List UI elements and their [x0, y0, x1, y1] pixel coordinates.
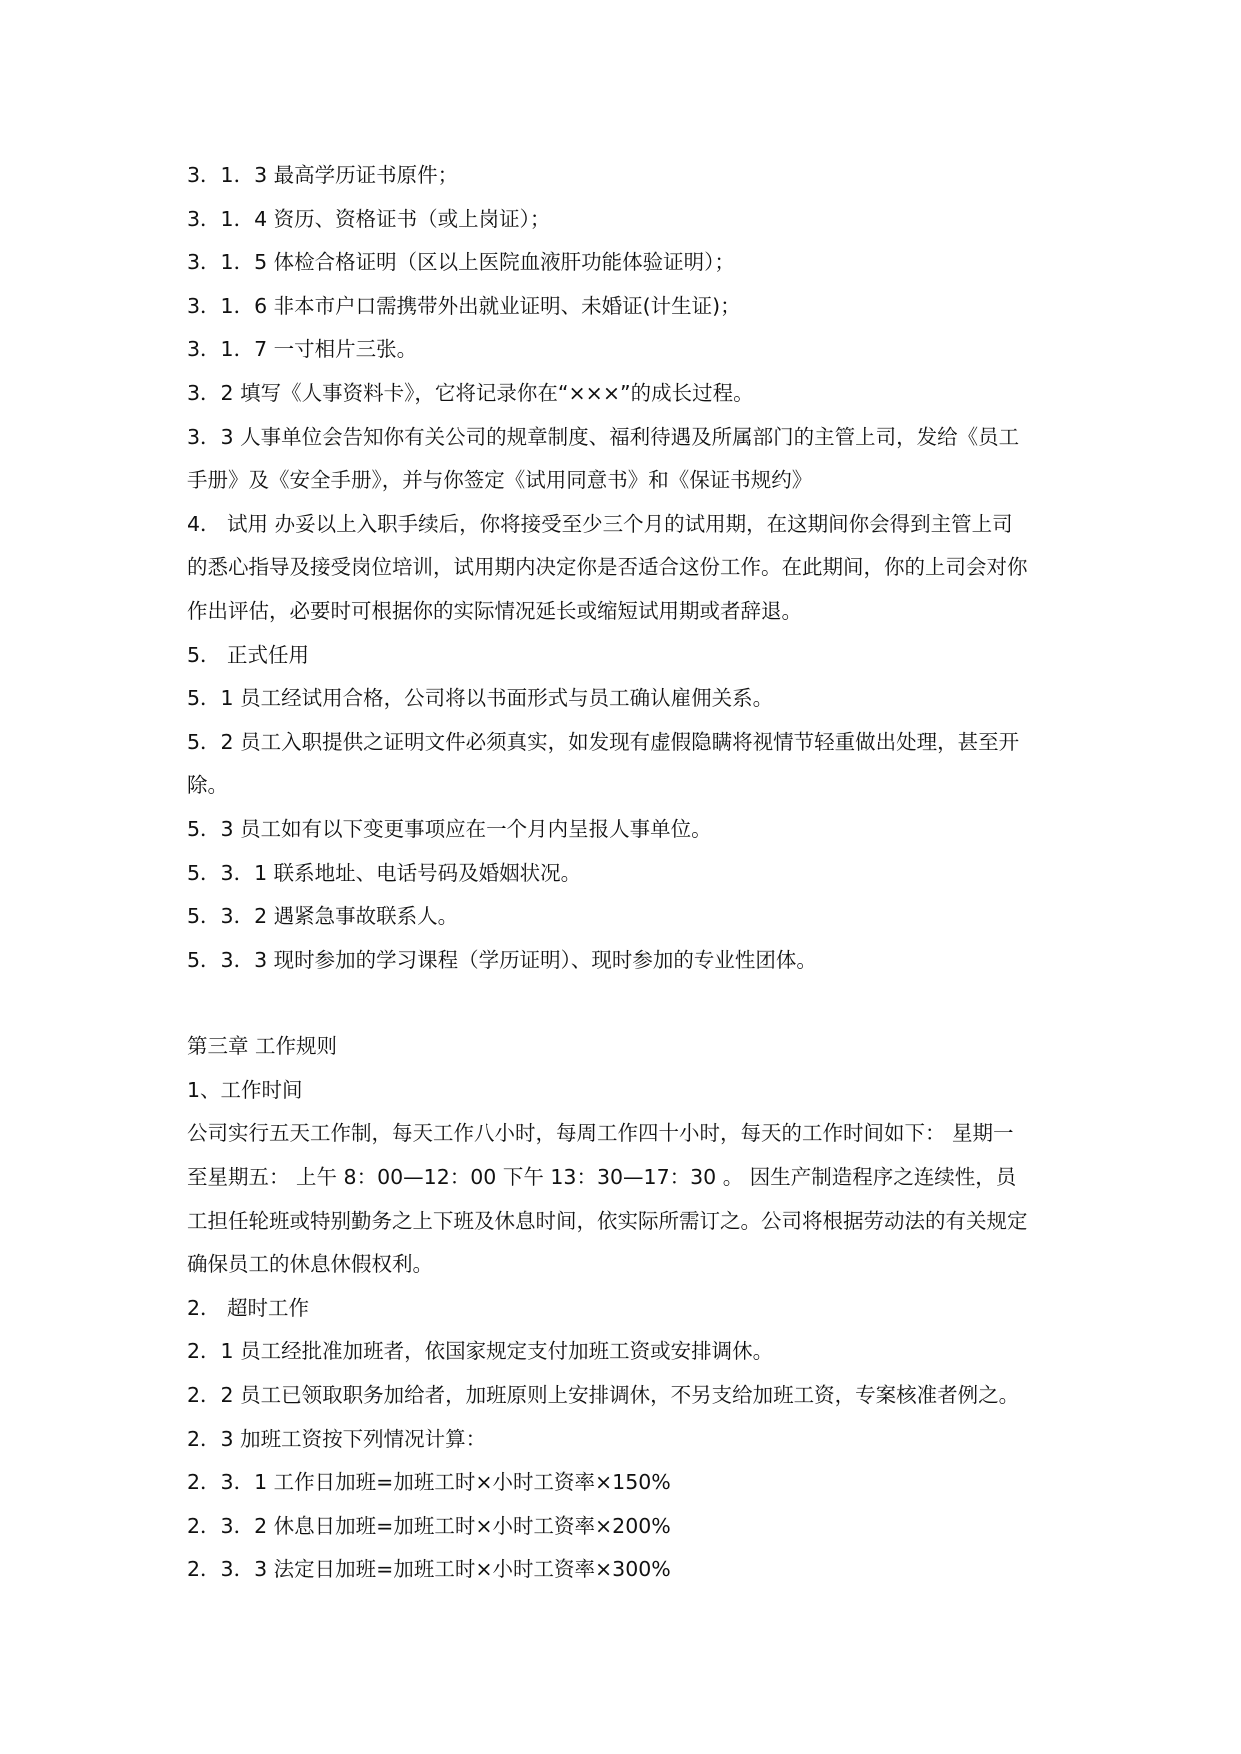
text-line: 4． 试用 办妥以上入职手续后，你将接受至少三个月的试用期，在这期间你会得到主管上司: [187, 511, 1013, 536]
text-line: 3．1．3 最高学历证书原件；: [187, 163, 459, 187]
paragraph-gap: [187, 982, 1082, 1025]
text-line: 3．1．4 资历、资格证书（或上岗证）；: [187, 206, 551, 231]
document-body: [187, 154, 1082, 1592]
text-line: 3．1．7 一寸相片三张。: [187, 337, 418, 362]
text-line: 3．3 人事单位会告知你有关公司的规章制度、福利待遇及所属部门的主管上司，发给《员工: [187, 424, 1020, 449]
text-line: 2．1 员工经批准加班者，依国家规定支付加班工资或安排调休。: [187, 1339, 774, 1364]
text-line: 5．3．3 现时参加的学习课程（学历证明）、现时参加的专业性团体。: [187, 947, 817, 972]
text-line: 确保员工的休息休假权利。: [187, 1252, 433, 1277]
section-heading: 2． 超时工作: [187, 1295, 310, 1320]
text-line: 5．1 员工经试用合格，公司将以书面形式与员工确认雇佣关系。: [187, 686, 774, 711]
text-line: 作出评估，必要时可根据你的实际情况延长或缩短试用期或者辞退。: [187, 598, 802, 623]
section-heading: 5． 正式任用: [187, 642, 310, 667]
text-line: 3．1．5 体检合格证明（区以上医院血液肝功能体验证明）；: [187, 250, 735, 275]
text-line: 手册》及《安全手册》，并与你签定《试用同意书》和《保证书规约》: [187, 468, 813, 493]
text-line: 2．3 加班工资按下列情况计算：: [187, 1426, 487, 1451]
text-line: 3．2 填写《人事资料卡》，它将记录你在“×××”的成长过程。: [187, 380, 754, 405]
text-line: 工担任轮班或特别勤务之上下班及休息时间，依实际所需订之。公司将根据劳动法的有关规定: [187, 1208, 1028, 1233]
text-line: 5．3．1 联系地址、电话号码及婚姻状况。: [187, 860, 582, 885]
text-line: 2．3．1 工作日加班=加班工时×小时工资率×150%: [187, 1470, 671, 1495]
text-line: 除。: [187, 773, 228, 798]
text-line: 至星期五： 上午 8：00—12：00 下午 13：30—17：30 。 因生产制造程序之连续性，员: [187, 1165, 1017, 1190]
text-line: 2．3．3 法定日加班=加班工时×小时工资率×300%: [187, 1557, 671, 1582]
text-line: 3．1．6 非本市户口需携带外出就业证明、未婚证(计生证)；: [187, 293, 741, 318]
section-heading: 1、工作时间: [187, 1077, 303, 1102]
text-line: 5．3．2 遇紧急事故联系人。: [187, 904, 459, 929]
text-line: 5．2 员工入职提供之证明文件必须真实，如发现有虚假隐瞒将视情节轻重做出处理，甚至开: [187, 729, 1020, 754]
text-line: 2．2 员工已领取职务加给者，加班原则上安排调休，不另支给加班工资，专案核准者例之。: [187, 1383, 1020, 1408]
text-line: 2．3．2 休息日加班=加班工时×小时工资率×200%: [187, 1513, 671, 1538]
chapter-heading: 第三章 工作规则: [187, 1034, 338, 1059]
text-line: 的悉心指导及接受岗位培训，试用期内决定你是否适合这份工作。在此期间，你的上司会对你: [187, 555, 1028, 580]
text-line: 5．3 员工如有以下变更事项应在一个月内呈报人事单位。: [187, 816, 712, 841]
text-line: 公司实行五天工作制，每天工作八小时，每周工作四十小时，每天的工作时间如下： 星期一: [187, 1121, 1014, 1146]
